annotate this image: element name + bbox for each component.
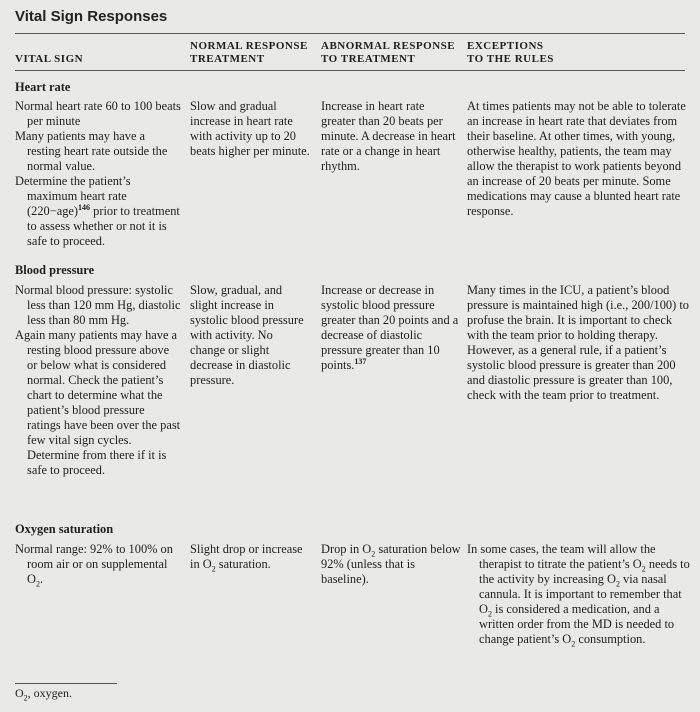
oxygen-saturation-abnormal: Drop in $O_2$ saturation below 92% (unless that is baseline). xyxy=(321,542,461,586)
blood-pressure-vital: Normal blood pressure: systolic less than 120 mm Hg, diastolic less than 80 mm Hg. Again many patients may have a resting blood pressure above or below what is considered normal. Check the patient’s chart to determine what the patient’s blood pressure ratings have been over the past few vital sign cycles. Determine from there if it is safe to proceed. xyxy=(15,283,181,477)
top-rule xyxy=(15,33,685,34)
blood-pressure-abnormal: Increase or decrease in systolic blood pressure greater than 20 points and a decrease of diastolic pressure greater than 10 points.$^{137}$ xyxy=(321,283,459,372)
footnote-rule xyxy=(15,683,117,684)
oxygen-saturation-vital: Normal range: 92% to 100% on room air or on supplemental $O_2$. xyxy=(15,542,173,589)
table-title: Vital Sign Responses xyxy=(15,8,168,25)
heart-rate-normal: Slow and gradual increase in heart rate with activity up to 20 beats higher per minute. xyxy=(190,99,310,158)
oxygen-saturation-exceptions: In some cases, the team will allow the therapist to titrate the patient’s $O_2$ needs to the activity by increasing $O_2$ via nasal cannula. It is important to remember that $O_2$ is considered a medication, and a written order from the MD is needed to change patient’s $O_2$ consumption. xyxy=(467,542,690,649)
header-vital-sign: VITAL SIGN xyxy=(15,53,84,65)
header-abnormal-response: ABNORMAL RESPONSE TO TREATMENT xyxy=(321,40,456,65)
section-heart-rate: Heart rate xyxy=(15,80,71,94)
header-normal-response: NORMAL RESPONSE TREATMENT xyxy=(190,40,308,65)
blood-pressure-normal: Slow, gradual, and slight increase in systolic blood pressure with activity. No change or slight decrease in diastolic pressure. xyxy=(190,283,304,387)
heart-rate-abnormal: Increase in heart rate greater than 20 beats per minute. A decrease in heart rate or a change in heart rhythm. xyxy=(321,99,456,173)
section-oxygen-saturation: Oxygen saturation xyxy=(15,522,114,536)
header-rule xyxy=(15,70,685,71)
header-exceptions: EXCEPTIONS TO THE RULES xyxy=(467,40,554,65)
heart-rate-vital: Normal heart rate 60 to 100 beats per minute Many patients may have a resting heart rate outside the normal value. Determine the patient’s maximum heart rate $(220-age)^{146}$ prior to treatment to assess whether or not it is safe to proceed. xyxy=(15,99,181,248)
footnote: $O_2$, oxygen. xyxy=(15,686,72,703)
oxygen-saturation-normal: Slight drop or increase in $O_2$ saturation. xyxy=(190,542,303,574)
heart-rate-exceptions: At times patients may not be able to tolerate an increase in heart rate that deviates from their baseline. At other times, with young, otherwise healthy, patients, the team may allow the therapist to work patients beyond an increase of 20 beats per minute. Some medications may cause a blunted heart rate response. xyxy=(467,99,686,218)
blood-pressure-exceptions: Many times in the ICU, a patient’s blood pressure is maintained high (i.e., 200/100) to profuse the brain. It is important to check with the team prior to holding therapy. However, as a general rule, if a patient’s systolic blood pressure is greater than 200 and diastolic pressure is greater than 100, check with the team prior to treatment. xyxy=(467,283,689,402)
section-blood-pressure: Blood pressure xyxy=(15,263,95,277)
